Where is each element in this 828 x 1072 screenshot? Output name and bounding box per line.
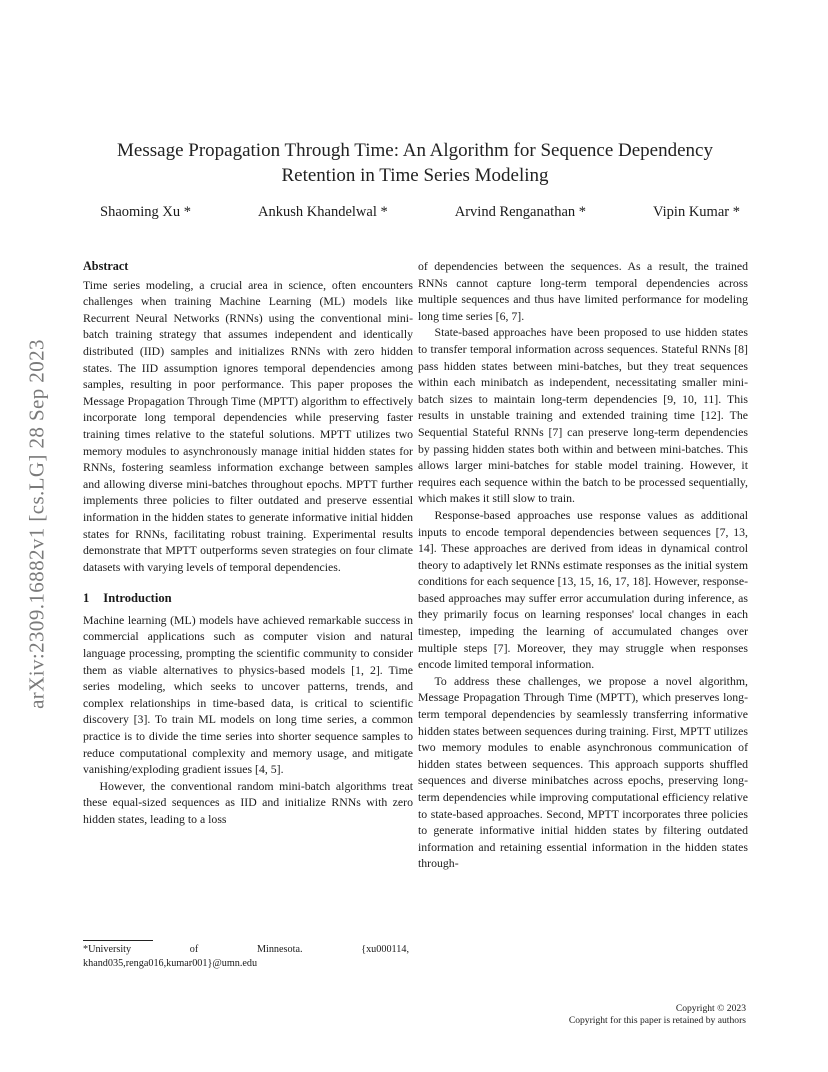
section-title: Introduction — [103, 591, 172, 606]
abstract-text: Time series modeling, a crucial area in science, often encounters challenges when training Machine Learning (ML) models like Recurrent Neural Networks (RNNs) using the conventional mini-batch training strategy that assumes independent and identically distributed (IID) samples and initializes RNNs with zero hidden states. The IID assumption ignores temporal dependencies among samples, resulting in poor performance. This paper proposes the Message Propagation Through Time (MPTT) algorithm to effectively incorporate long temporal dependencies while preserving faster training times relative to the stateful solutions. MPTT utilizes two memory modules to asynchronously manage initial hidden states for RNNs, fostering seamless information exchange between samples and allowing diverse mini-batches throughout epochs. MPTT further implements three policies to filter outdated and preserve essential information in the hidden states to generate informative initial hidden states for RNNs, facilitating robust training. Experimental results demonstrate that MPTT outperforms seven strategies on four climate datasets with varying levels of temporal dependencies. — [83, 277, 413, 574]
intro-paragraph-2: However, the conventional random mini-batch algorithms treat these equal-sized sequences as IID and initialize RNNs with zero hidden states, leading to a loss — [83, 778, 413, 826]
section-heading-introduction — [83, 590, 413, 607]
title-line-1: Message Propagation Through Time: An Algorithm for Sequence Dependency — [117, 140, 713, 161]
author-name: Shaoming Xu * — [100, 204, 192, 220]
author-list — [100, 204, 740, 221]
copyright-line-1: Copyright © 2023 — [675, 1003, 746, 1014]
left-column — [83, 258, 413, 828]
abstract-heading: Abstract — [83, 259, 129, 273]
footnote-divider — [83, 940, 153, 941]
body-paragraph-1: of dependencies between the sequences. As a result, the trained RNNs cannot capture long-term temporal dependencies across multiple sequences and thus have limited performance for modeling long time series [6, 7]. — [418, 259, 748, 323]
copyright-notice — [569, 1003, 746, 1027]
author-name: Vipin Kumar * — [653, 204, 740, 220]
section-number: 1 — [83, 591, 90, 606]
arxiv-id-text: arXiv:2309.16882v1 [cs.LG] 28 Sep 2023 — [24, 339, 49, 709]
copyright-line-2: Copyright for this paper is retained by authors — [568, 1015, 746, 1026]
arxiv-identifier-stamp — [22, 284, 52, 764]
paper-title — [80, 138, 750, 188]
body-paragraph-2: State-based approaches have been proposed to use hidden states to transfer temporal information across sequences. Stateful RNNs [8] pass hidden states between mini-batches, but they treat sequences within each minibatch as independent, necessitating smaller mini-batch sizes to maintain long-term dependencies [9, 10, 11]. This results in unstable training and extended training time [12]. The Sequential Stateful RNNs [7] can preserve long-term dependencies by passing hidden states both within and between mini-batches. This allows larger mini-batches for stable model training. However, it requires each sequence within the batch to be processed sequentially, which makes it still slow to train. — [418, 325, 748, 506]
body-paragraph-3: Response-based approaches use response values as additional inputs to encode temporal dependencies between sequences [7, 13, 14]. These approaches are derived from ideas in dynamical control theory to adaptively let RNNs estimate responses as the initial system conditions for each sequence [13, 15, 16, 17, 18]. However, response-based approaches may suffer error accumulation during inference, as they primarily focus on learning responses' local changes in each timestep, impeding the learning of accumulated changes over multiple steps [7]. Moreover, they may struggle when responses encode limited temporal information. — [418, 507, 748, 672]
author-name: Ankush Khandelwal * — [258, 204, 388, 220]
footnote-affiliation: *University of Minnesota. {xu000114, khand035,renga016,kumar001}@umn.edu — [83, 944, 409, 969]
author-name: Arvind Renganathan * — [454, 204, 587, 220]
title-line-2: Retention in Time Series Modeling — [281, 165, 549, 186]
body-paragraph-4: To address these challenges, we propose a novel algorithm, Message Propagation Through Time (MPTT), which preserves long-term temporal dependencies by seamlessly transferring informative hidden states between sequences during training. First, MPTT utilizes two memory modules to enable asynchronous communication of hidden states between sequences. This approach supports shuffled sequences and diverse minibatches across epochs, preserving long-term dependencies while improving computational efficiency relative to state-based approaches. Second, MPTT incorporates three policies to generate informative initial hidden states by filtering outdated information and retaining essential information in the hidden states through- — [418, 673, 748, 871]
intro-paragraph-1: Machine learning (ML) models have achieved remarkable success in commercial applications such as computer vision and natural language processing, prompting the scientific community to consider them as viable alternatives to physics-based models [1, 2]. Time series modeling, which seeks to uncover patterns, trends, and complex relationships in time-based data, is critical to scientific discovery [3]. To train ML models on long time series, a common practice is to divide the time series into shorter sequence samples to reduce computational complexity and memory usage, and mitigate vanishing/exploding gradient issues [4, 5]. — [83, 612, 413, 777]
right-column — [418, 258, 748, 872]
